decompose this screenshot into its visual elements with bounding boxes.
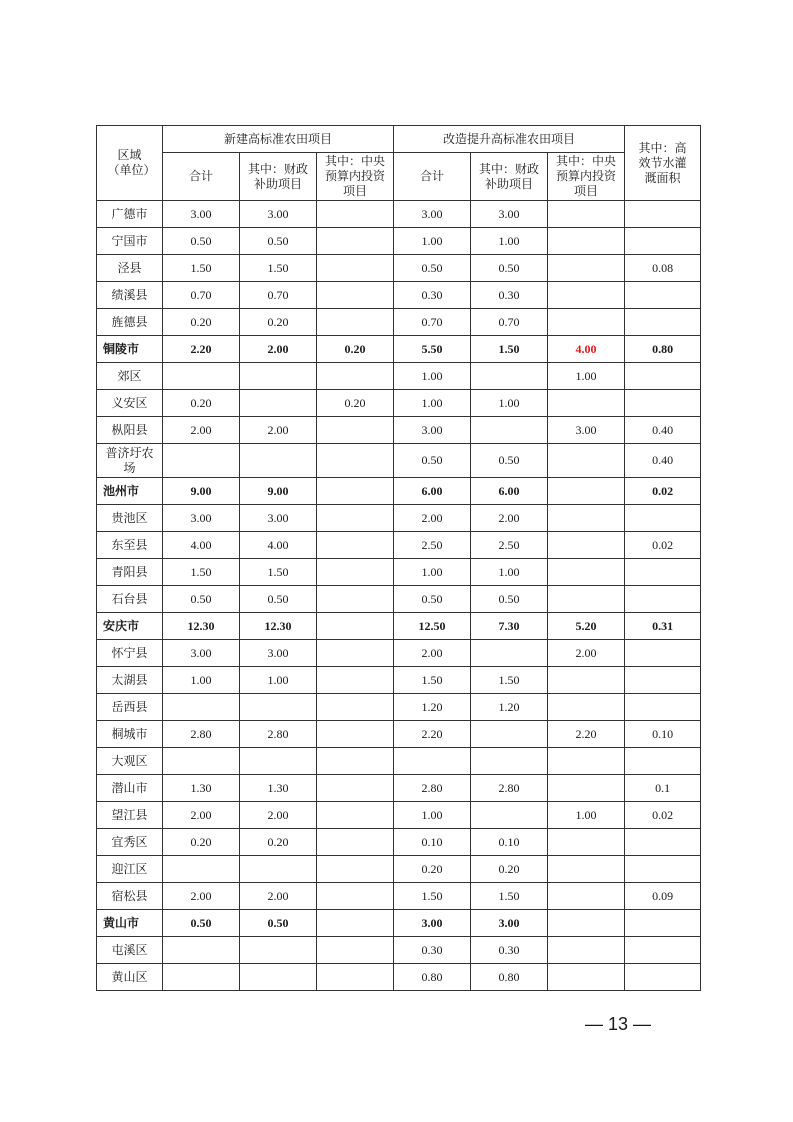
table-row — [97, 964, 701, 991]
cell-new-total — [163, 363, 240, 390]
cell-new-central — [317, 910, 394, 937]
cell-up-central — [548, 505, 625, 532]
table-row-city — [97, 613, 701, 640]
cell-new-total: 0.70 — [163, 282, 240, 309]
cell-new-central — [317, 613, 394, 640]
cell-new-total: 0.50 — [163, 586, 240, 613]
header-water-saving — [625, 126, 701, 201]
cell-new-fiscal — [240, 964, 317, 991]
cell-region: 怀宁县 — [97, 640, 163, 667]
header-water-saving-text: 其中：高效节水灌溉面积 — [638, 140, 687, 185]
cell-region: 旌德县 — [97, 309, 163, 336]
cell-up-fiscal: 1.20 — [471, 694, 548, 721]
cell-new-total: 4.00 — [163, 532, 240, 559]
cell-new-central — [317, 748, 394, 775]
cell-new-total: 3.00 — [163, 505, 240, 532]
cell-up-total: 2.00 — [394, 505, 471, 532]
cell-water — [625, 937, 701, 964]
cell-up-central: 4.00 — [548, 336, 625, 363]
cell-up-total: 0.80 — [394, 964, 471, 991]
cell-region: 潜山市 — [97, 775, 163, 802]
cell-new-central — [317, 802, 394, 829]
cell-up-fiscal: 0.70 — [471, 309, 548, 336]
cell-new-total: 1.00 — [163, 667, 240, 694]
cell-new-fiscal: 2.80 — [240, 721, 317, 748]
cell-new-total — [163, 694, 240, 721]
cell-region: 宿松县 — [97, 883, 163, 910]
header-upgrade-central — [548, 153, 625, 201]
cell-up-central — [548, 586, 625, 613]
cell-new-total: 2.00 — [163, 883, 240, 910]
header-region — [97, 126, 163, 201]
cell-new-total: 2.20 — [163, 336, 240, 363]
cell-new-fiscal — [240, 937, 317, 964]
cell-new-fiscal: 3.00 — [240, 201, 317, 228]
cell-up-fiscal: 1.50 — [471, 336, 548, 363]
cell-region: 贵池区 — [97, 505, 163, 532]
cell-up-fiscal: 1.50 — [471, 883, 548, 910]
cell-new-fiscal: 1.50 — [240, 255, 317, 282]
cell-up-fiscal: 0.50 — [471, 255, 548, 282]
cell-new-central — [317, 559, 394, 586]
cell-water — [625, 748, 701, 775]
cell-up-total: 6.00 — [394, 478, 471, 505]
cell-up-central: 5.20 — [548, 613, 625, 640]
cell-new-fiscal: 0.20 — [240, 309, 317, 336]
table-row — [97, 532, 701, 559]
cell-new-central — [317, 667, 394, 694]
cell-new-fiscal: 3.00 — [240, 640, 317, 667]
header-new-fiscal-text: 其中：财政补助项目 — [247, 161, 308, 191]
cell-new-central — [317, 505, 394, 532]
cell-region: 石台县 — [97, 586, 163, 613]
cell-up-fiscal — [471, 363, 548, 390]
cell-up-total: 0.20 — [394, 856, 471, 883]
cell-up-central — [548, 856, 625, 883]
cell-new-total: 1.50 — [163, 559, 240, 586]
table-row — [97, 586, 701, 613]
cell-region: 岳西县 — [97, 694, 163, 721]
cell-up-total: 0.50 — [394, 255, 471, 282]
table-row — [97, 748, 701, 775]
cell-region: 绩溪县 — [97, 282, 163, 309]
table-row — [97, 937, 701, 964]
cell-up-total: 0.30 — [394, 937, 471, 964]
cell-new-total — [163, 748, 240, 775]
cell-new-fiscal: 0.70 — [240, 282, 317, 309]
cell-region: 黄山市 — [97, 910, 163, 937]
table-row — [97, 721, 701, 748]
cell-up-fiscal: 1.00 — [471, 390, 548, 417]
cell-new-central — [317, 532, 394, 559]
cell-region: 青阳县 — [97, 559, 163, 586]
cell-up-total: 0.50 — [394, 586, 471, 613]
cell-new-total: 2.00 — [163, 802, 240, 829]
cell-up-fiscal: 6.00 — [471, 478, 548, 505]
cell-up-fiscal: 2.80 — [471, 775, 548, 802]
cell-new-central — [317, 282, 394, 309]
cell-up-total: 1.00 — [394, 363, 471, 390]
header-row-subcolumns — [97, 153, 701, 201]
cell-new-fiscal: 2.00 — [240, 417, 317, 444]
cell-up-central: 2.20 — [548, 721, 625, 748]
cell-up-total: 1.20 — [394, 694, 471, 721]
cell-water — [625, 559, 701, 586]
table-row — [97, 505, 701, 532]
cell-up-total: 3.00 — [394, 910, 471, 937]
cell-new-central — [317, 829, 394, 856]
cell-new-total: 3.00 — [163, 201, 240, 228]
cell-up-fiscal: 3.00 — [471, 201, 548, 228]
cell-new-total — [163, 444, 240, 478]
cell-water — [625, 228, 701, 255]
cell-water — [625, 309, 701, 336]
cell-up-total: 12.50 — [394, 613, 471, 640]
cell-region: 宁国市 — [97, 228, 163, 255]
cell-up-central — [548, 282, 625, 309]
cell-up-central — [548, 532, 625, 559]
cell-region: 东至县 — [97, 532, 163, 559]
table-row — [97, 883, 701, 910]
cell-up-central — [548, 559, 625, 586]
cell-new-fiscal: 2.00 — [240, 802, 317, 829]
table-row — [97, 559, 701, 586]
cell-water: 0.80 — [625, 336, 701, 363]
cell-region: 迎江区 — [97, 856, 163, 883]
cell-up-total: 2.20 — [394, 721, 471, 748]
cell-new-fiscal: 2.00 — [240, 336, 317, 363]
cell-up-fiscal: 7.30 — [471, 613, 548, 640]
table-row — [97, 282, 701, 309]
cell-new-total: 12.30 — [163, 613, 240, 640]
cell-new-fiscal: 4.00 — [240, 532, 317, 559]
header-upgrade-total: 合计 — [394, 153, 471, 201]
table-row — [97, 201, 701, 228]
cell-up-central — [548, 694, 625, 721]
cell-new-fiscal: 2.00 — [240, 883, 317, 910]
header-new-central-text: 其中：中央预算内投资项目 — [325, 154, 386, 198]
cell-new-central: 0.20 — [317, 390, 394, 417]
cell-up-total: 1.00 — [394, 228, 471, 255]
table-row — [97, 444, 701, 478]
cell-up-central — [548, 667, 625, 694]
cell-new-fiscal: 12.30 — [240, 613, 317, 640]
cell-new-fiscal — [240, 390, 317, 417]
farmland-allocation-table — [96, 125, 701, 991]
cell-new-total: 0.50 — [163, 228, 240, 255]
header-row-groups — [97, 126, 701, 153]
header-upgrade-central-text: 其中：中央预算内投资项目 — [556, 154, 617, 198]
cell-new-fiscal: 1.50 — [240, 559, 317, 586]
cell-up-central — [548, 775, 625, 802]
cell-water — [625, 390, 701, 417]
cell-up-fiscal: 1.50 — [471, 667, 548, 694]
table-row — [97, 667, 701, 694]
header-new-total: 合计 — [163, 153, 240, 201]
cell-up-total: 1.50 — [394, 883, 471, 910]
cell-new-total: 2.80 — [163, 721, 240, 748]
table-row — [97, 802, 701, 829]
header-upgrade-farmland: 改造提升高标准农田项目 — [394, 126, 625, 153]
cell-up-fiscal — [471, 721, 548, 748]
cell-up-fiscal: 2.50 — [471, 532, 548, 559]
cell-water — [625, 640, 701, 667]
cell-water — [625, 856, 701, 883]
cell-new-central — [317, 228, 394, 255]
cell-new-fiscal — [240, 694, 317, 721]
cell-up-total: 2.80 — [394, 775, 471, 802]
cell-new-total: 1.50 — [163, 255, 240, 282]
cell-water — [625, 586, 701, 613]
cell-up-total: 0.70 — [394, 309, 471, 336]
header-new-fiscal — [240, 153, 317, 201]
cell-new-fiscal: 0.20 — [240, 829, 317, 856]
cell-up-total: 0.30 — [394, 282, 471, 309]
cell-up-fiscal: 0.30 — [471, 937, 548, 964]
header-upgrade-fiscal-text: 其中：财政补助项目 — [479, 161, 540, 191]
cell-up-central — [548, 255, 625, 282]
table-body — [97, 201, 701, 991]
cell-up-total: 2.00 — [394, 640, 471, 667]
cell-up-central — [548, 883, 625, 910]
cell-up-central: 2.00 — [548, 640, 625, 667]
cell-new-fiscal: 1.30 — [240, 775, 317, 802]
cell-region: 广德市 — [97, 201, 163, 228]
table-row — [97, 775, 701, 802]
cell-new-total: 0.20 — [163, 390, 240, 417]
cell-new-central — [317, 964, 394, 991]
cell-new-central — [317, 201, 394, 228]
cell-new-fiscal: 9.00 — [240, 478, 317, 505]
cell-up-fiscal — [471, 417, 548, 444]
cell-up-central — [548, 748, 625, 775]
cell-new-fiscal — [240, 856, 317, 883]
table-row — [97, 417, 701, 444]
cell-water: 0.40 — [625, 417, 701, 444]
cell-region: 泾县 — [97, 255, 163, 282]
cell-region: 望江县 — [97, 802, 163, 829]
cell-new-central — [317, 255, 394, 282]
cell-water: 0.10 — [625, 721, 701, 748]
cell-up-total: 1.00 — [394, 390, 471, 417]
cell-new-total — [163, 856, 240, 883]
cell-new-fiscal: 1.00 — [240, 667, 317, 694]
cell-up-fiscal: 0.50 — [471, 586, 548, 613]
cell-up-fiscal: 1.00 — [471, 559, 548, 586]
cell-water — [625, 694, 701, 721]
cell-water: 0.31 — [625, 613, 701, 640]
cell-region: 太湖县 — [97, 667, 163, 694]
cell-new-fiscal — [240, 748, 317, 775]
cell-new-fiscal: 3.00 — [240, 505, 317, 532]
cell-new-total — [163, 964, 240, 991]
cell-region: 黄山区 — [97, 964, 163, 991]
cell-up-central — [548, 937, 625, 964]
cell-up-central — [548, 444, 625, 478]
cell-new-central — [317, 883, 394, 910]
table-row — [97, 363, 701, 390]
cell-up-total: 5.50 — [394, 336, 471, 363]
cell-up-central: 1.00 — [548, 363, 625, 390]
cell-water — [625, 829, 701, 856]
cell-up-central — [548, 228, 625, 255]
cell-up-fiscal — [471, 640, 548, 667]
cell-region: 屯溪区 — [97, 937, 163, 964]
cell-new-fiscal: 0.50 — [240, 910, 317, 937]
table-row — [97, 309, 701, 336]
table-row — [97, 255, 701, 282]
cell-up-central — [548, 964, 625, 991]
cell-up-fiscal: 1.00 — [471, 228, 548, 255]
cell-new-central: 0.20 — [317, 336, 394, 363]
cell-up-total: 1.00 — [394, 802, 471, 829]
cell-up-fiscal: 3.00 — [471, 910, 548, 937]
table-row — [97, 856, 701, 883]
cell-new-central — [317, 775, 394, 802]
cell-new-total: 1.30 — [163, 775, 240, 802]
cell-water — [625, 964, 701, 991]
header-region-text: 区域（单位） — [107, 148, 156, 177]
table-row — [97, 829, 701, 856]
cell-new-central — [317, 363, 394, 390]
cell-up-total: 1.00 — [394, 559, 471, 586]
cell-new-total: 0.20 — [163, 829, 240, 856]
cell-water — [625, 282, 701, 309]
header-new-central — [317, 153, 394, 201]
cell-new-central — [317, 309, 394, 336]
table-row — [97, 390, 701, 417]
cell-up-central — [548, 309, 625, 336]
cell-water — [625, 201, 701, 228]
cell-new-fiscal: 0.50 — [240, 228, 317, 255]
cell-up-fiscal: 0.20 — [471, 856, 548, 883]
cell-new-central — [317, 444, 394, 478]
cell-up-total: 3.00 — [394, 201, 471, 228]
table-row — [97, 640, 701, 667]
cell-new-central — [317, 694, 394, 721]
cell-up-total: 2.50 — [394, 532, 471, 559]
table-row — [97, 694, 701, 721]
cell-new-total: 0.20 — [163, 309, 240, 336]
cell-water: 0.09 — [625, 883, 701, 910]
cell-up-fiscal — [471, 802, 548, 829]
allocation-table-container — [96, 125, 700, 991]
cell-up-central: 3.00 — [548, 417, 625, 444]
table-row-city — [97, 478, 701, 505]
page-number: — 13 — — [585, 1014, 652, 1034]
cell-region: 安庆市 — [97, 613, 163, 640]
cell-region: 枞阳县 — [97, 417, 163, 444]
cell-region: 大观区 — [97, 748, 163, 775]
cell-water — [625, 910, 701, 937]
header-upgrade-fiscal — [471, 153, 548, 201]
cell-new-total: 2.00 — [163, 417, 240, 444]
cell-new-central — [317, 721, 394, 748]
cell-region: 铜陵市 — [97, 336, 163, 363]
cell-up-central — [548, 910, 625, 937]
cell-new-fiscal: 0.50 — [240, 586, 317, 613]
cell-up-central — [548, 390, 625, 417]
cell-region: 义安区 — [97, 390, 163, 417]
cell-up-fiscal: 0.10 — [471, 829, 548, 856]
cell-new-fiscal — [240, 444, 317, 478]
cell-up-fiscal: 2.00 — [471, 505, 548, 532]
cell-region: 池州市 — [97, 478, 163, 505]
cell-up-total: 0.10 — [394, 829, 471, 856]
cell-region: 桐城市 — [97, 721, 163, 748]
cell-water — [625, 667, 701, 694]
cell-new-central — [317, 937, 394, 964]
cell-up-fiscal: 0.80 — [471, 964, 548, 991]
cell-new-total: 9.00 — [163, 478, 240, 505]
cell-up-fiscal: 0.30 — [471, 282, 548, 309]
cell-water: 0.08 — [625, 255, 701, 282]
cell-water: 0.1 — [625, 775, 701, 802]
cell-up-fiscal — [471, 748, 548, 775]
cell-new-total — [163, 937, 240, 964]
cell-new-fiscal — [240, 363, 317, 390]
cell-region: 郊区 — [97, 363, 163, 390]
cell-new-central — [317, 586, 394, 613]
cell-water: 0.02 — [625, 532, 701, 559]
cell-new-central — [317, 478, 394, 505]
cell-region: 普济圩农场 — [97, 444, 163, 478]
cell-up-central — [548, 829, 625, 856]
cell-water: 0.02 — [625, 478, 701, 505]
cell-water — [625, 363, 701, 390]
table-row-city — [97, 336, 701, 363]
cell-water — [625, 505, 701, 532]
cell-region: 宜秀区 — [97, 829, 163, 856]
cell-up-fiscal: 0.50 — [471, 444, 548, 478]
cell-new-central — [317, 856, 394, 883]
cell-new-central — [317, 417, 394, 444]
cell-water: 0.02 — [625, 802, 701, 829]
cell-up-total: 3.00 — [394, 417, 471, 444]
cell-up-total: 1.50 — [394, 667, 471, 694]
cell-new-total: 0.50 — [163, 910, 240, 937]
header-new-farmland: 新建高标准农田项目 — [163, 126, 394, 153]
cell-new-total: 3.00 — [163, 640, 240, 667]
table-row — [97, 228, 701, 255]
cell-up-central: 1.00 — [548, 802, 625, 829]
cell-up-total: 0.50 — [394, 444, 471, 478]
cell-up-central — [548, 478, 625, 505]
table-row-city — [97, 910, 701, 937]
cell-up-central — [548, 201, 625, 228]
cell-up-total — [394, 748, 471, 775]
cell-water: 0.40 — [625, 444, 701, 478]
cell-new-central — [317, 640, 394, 667]
